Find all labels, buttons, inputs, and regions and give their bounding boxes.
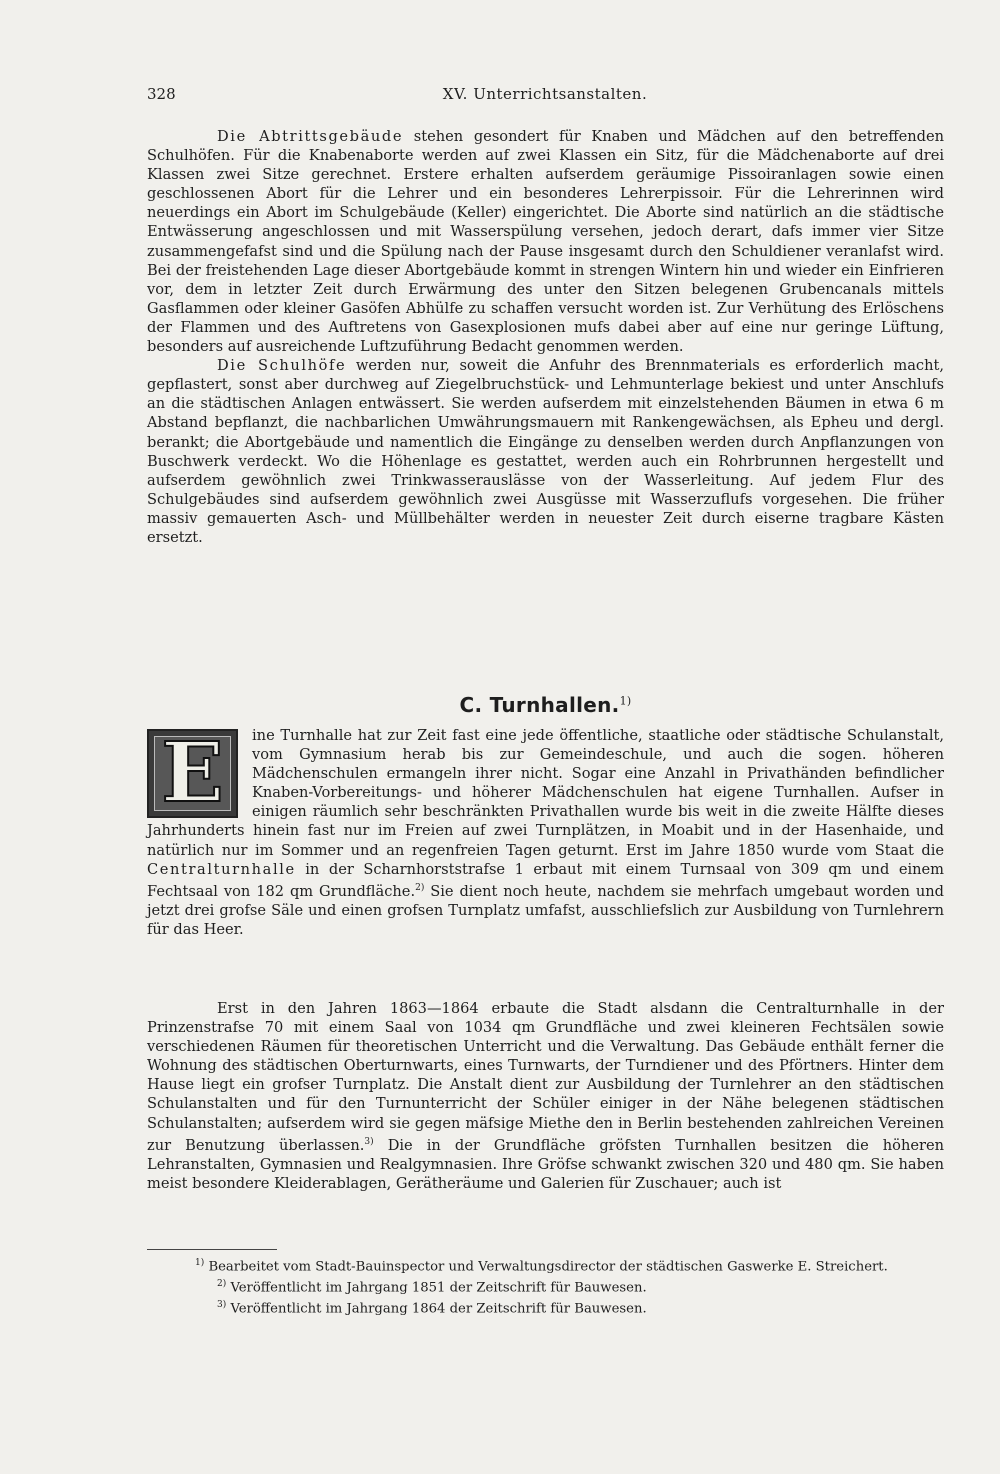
running-header	[147, 85, 943, 109]
paragraph-text: Sie dient noch heute, nachdem sie mehrfach umgebaut worden und jetzt drei grofse Säle und einen grofsen Turnplatz umfafst, ausschliefslich zur Ausbildung von Turnlehrern für das Heer.	[147, 882, 944, 938]
footnote-mark: 1)	[195, 1258, 205, 1268]
footnote	[147, 1255, 944, 1276]
footnote-mark: 3)	[217, 1299, 227, 1310]
footnote-ref: 3)	[364, 1136, 374, 1147]
section-heading-text: C. Turnhallen.	[459, 693, 620, 717]
paragraph	[147, 127, 944, 356]
spaced-term: Centralturnhalle	[147, 860, 296, 878]
footnotes	[147, 1255, 944, 1318]
paragraph	[147, 999, 944, 1193]
initial-letter: E	[161, 725, 224, 821]
footnote-ref: 2)	[415, 882, 425, 893]
section-abtritte	[147, 127, 944, 547]
footnote	[147, 1276, 944, 1297]
footnote-text: Veröffentlicht im Jahrgang 1851 der Zeitschrift für Bauwesen.	[226, 1280, 647, 1296]
section-heading	[147, 693, 944, 717]
page-number: 328	[147, 85, 176, 103]
section-turnhallen-main	[147, 999, 944, 1193]
footnote	[147, 1297, 944, 1318]
spaced-term: Die Abtrittsgebäude	[217, 128, 404, 145]
paragraph	[147, 356, 944, 547]
paragraph-text: in der Scharnhorststrafse 1 erbaut mit einem Turnsaal von 309 qm und einem Fechtsaal von 182 qm Grundfläche.	[147, 860, 944, 900]
footnote-text: Bearbeitet vom Stadt-Bauinspector und Verwaltungsdirector der städtischen Gaswerke E. Streichert.	[204, 1259, 888, 1275]
paragraph-text: werden nur, soweit die Anfuhr des Brennmaterials es erforderlich macht, gepflastert, sonst aber durchweg auf Ziegelbruchstück- und Lehmunterlage bekiest und unter Anschlufs an die städtischen Anlagen entwässert. Sie werden aufserdem mit einzelstehenden Bäumen in etwa 6 m Abstand bepflanzt, die nachbarlichen Umwährungsmauern mit Rankengewächsen, als Epheu und dergl. berankt; die Abortgebäude und namentlich die Eingänge zu denselben werden durch Anpflanzungen von Buschwerk verdeckt. Wo die Höhenlage es gestattet, werden auch ein Rohrbrunnen hergestellt und aufserdem gewöhnlich zwei Trinkwasserauslässe von der Wasserleitung. Auf jedem Flur des Schulgebäudes sind aufserdem gewöhnlich zwei Ausgüsse mit Wasserzuflufs vorgesehen. Die früher massiv gemauerten Asch- und Müllbehälter werden in neuester Zeit durch eiserne tragbare Kästen ersetzt.	[147, 357, 944, 546]
footnote-mark: 2)	[217, 1278, 227, 1289]
running-title: XV. Unterrichtsanstalten.	[442, 85, 648, 103]
footnote-ref: 1)	[619, 694, 632, 708]
spaced-term: Die Schulhöfe	[217, 357, 347, 375]
decorated-initial	[147, 725, 238, 821]
paragraph-text: Erst in den Jahren 1863—1864 erbaute die Stadt alsdann die Centralturnhalle in der Prinzenstrafse 70 mit einem Saal von 1034 qm Grundfläche und zwei kleineren Fechtsälen sowie verschiedenen Räumen für theoretischen Unterricht und die Verwaltung. Das Gebäude enthält ferner die Wohnung des städtischen Oberturnwarts, eines Turnwarts, der Turndiener und des Pförtners. Hinter dem Hause liegt ein grofser Turnplatz. Die Anstalt dient zur Ausbildung der Turnlehrer an den städtischen Schulanstalten und für den Turnunterricht der Schüler einiger in der Nähe belegenen städtischen Schulanstalten; aufserdem wird sie gegen mäfsige Miethe den in Berlin bestehenden zahlreichen Vereinen zur Benutzung überlassen.	[147, 1000, 944, 1154]
paragraph-text: stehen gesondert für Knaben und Mädchen auf den betreffenden Schulhöfen. Für die Knabenaborte werden auf zwei Klassen ein Sitz, für die Mädchenaborte auf drei Klassen zwei Sitze gerechnet. Erstere erhalten aufserdem geräumige Pissoiranlagen sowie einen geschlossenen Abort für die Lehrer und ein besonderes Lehrerpissoir. Für die Lehrerinnen wird neuerdings ein Abort im Schulgebäude (Keller) eingerichtet. Die Aborte sind natürlich an die städtische Entwässerung angeschlossen und mit Wasserspülung versehen, jedoch derart, dafs immer vier Sitze zusammengefafst sind und die Spülung nach der Pause insgesamt durch den Schuldiener veranlafst wird. Bei der freistehenden Lage dieser Abortgebäude kommt in strengen Wintern hin und wieder ein Einfrieren vor, dem in letzter Zeit durch Erwärmung des unter den Sitzen belegenen Grubencanals mittels Gasflammen oder kleiner Gasöfen Abhülfe zu schaffen versucht worden ist. Zur Verhütung des Erlöschens der Flammen und des Auftretens von Gasexplosionen mufs dabei aber auf eine nur geringe Lüftung, besonders auf ausreichende Luftzuführung Bedacht genommen werden.	[147, 128, 944, 356]
paragraph-text: Die in der Grundfläche gröfsten Turnhallen besitzen die höheren Lehranstalten, Gymnasien und Realgymnasien. Ihre Gröfse schwankt zwischen 320 und 480 qm. Sie haben meist besondere Kleiderablagen, Gerätheräume und Galerien für Zuschauer; auch ist	[147, 1136, 944, 1192]
section-turnhallen-intro	[147, 726, 944, 939]
footnote-text: Veröffentlicht im Jahrgang 1864 der Zeitschrift für Bauwesen.	[226, 1301, 647, 1317]
paragraph	[147, 726, 944, 939]
footnote-divider	[147, 1249, 277, 1250]
paragraph-text: ine Turnhalle hat zur Zeit fast eine jede öffentliche, staatliche oder städtische Schulanstalt, vom Gymnasium herab bis zur Gemeindeschule, und auch die sogen. höheren Mädchenschulen ermangeln ihrer nicht. Sogar eine Anzahl in Privathänden befindlicher Knaben-Vorbereitungs- und höherer Mädchenschulen hat eigene Turnhallen. Aufser in einigen räumlich sehr beschränkten Privathallen wurde bis weit in die zweite Hälfte dieses Jahrhunderts hinein fast nur im Freien auf zwei Turnplätzen, in Moabit und in der Hasenhaide, und natürlich nur im Sommer und an regenfreien Tagen geturnt. Erst im Jahre 1850 wurde vom Staat die	[147, 727, 944, 859]
